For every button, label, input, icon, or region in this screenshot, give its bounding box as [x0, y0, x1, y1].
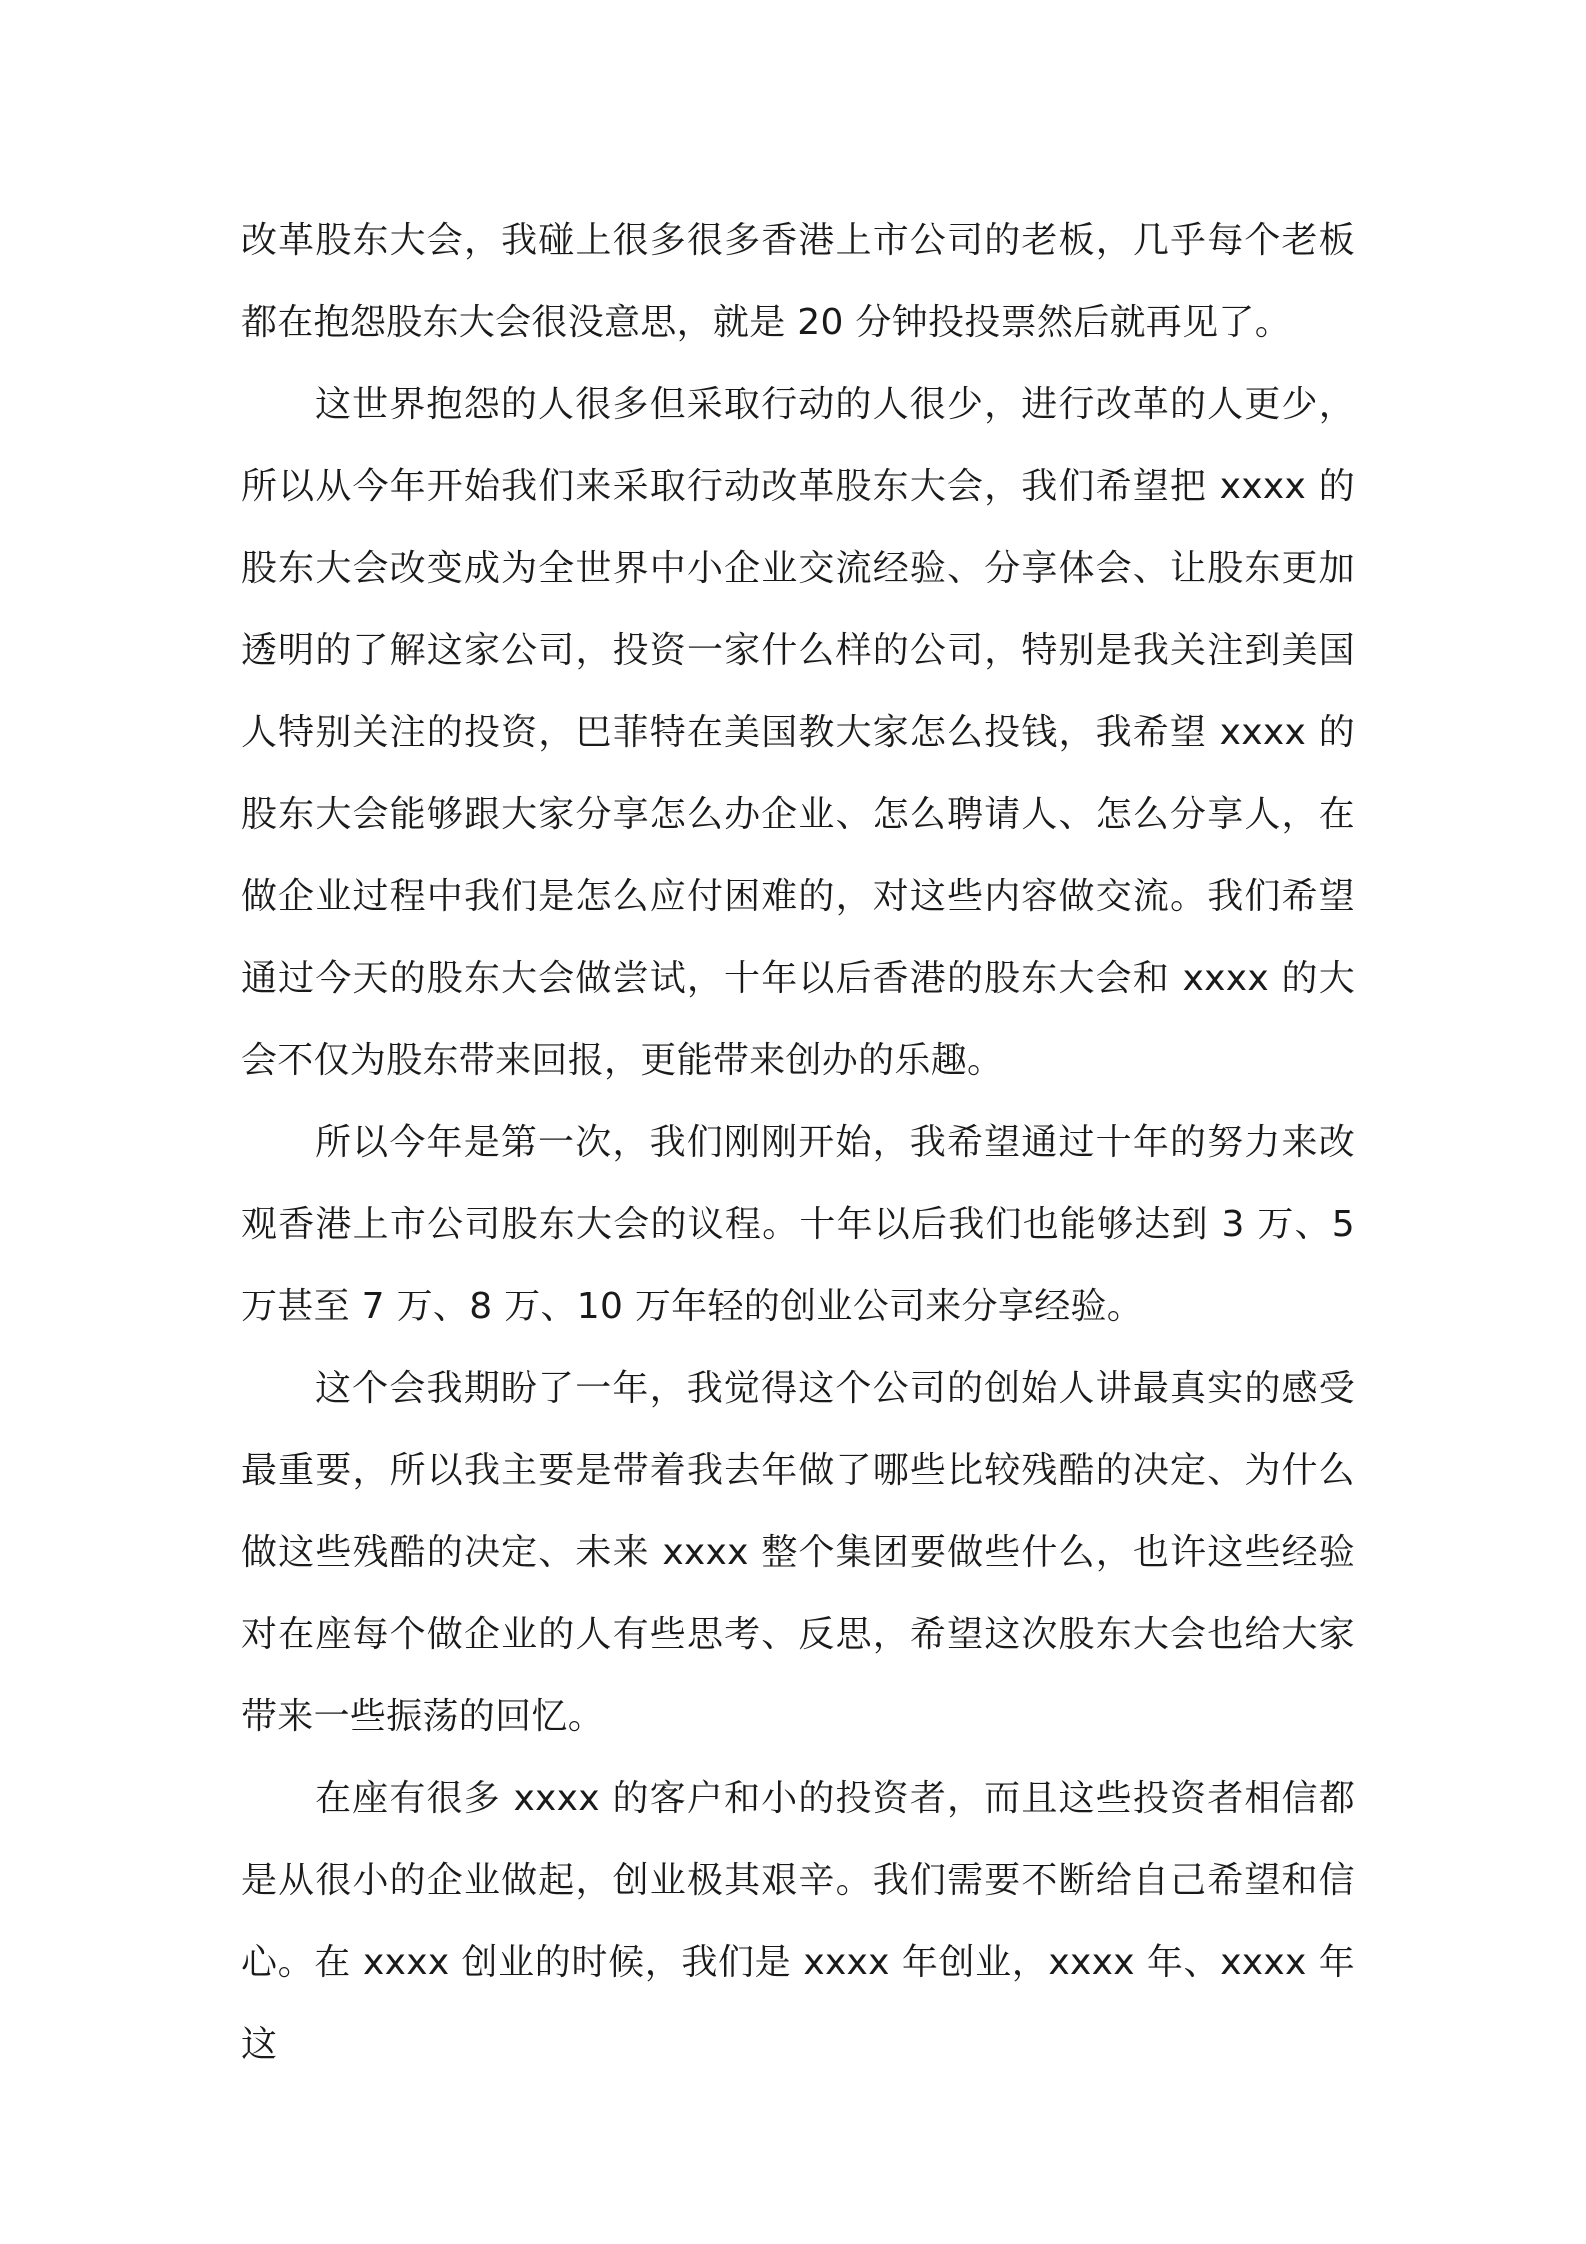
paragraph-3: 所以今年是第一次，我们刚刚开始，我希望通过十年的努力来改观香港上市公司股东大会的议程。十年以后我们也能够达到 3 万、5 万甚至 7 万、8 万、10 万年轻的创业公司来分享经验。	[241, 1122, 1355, 1327]
paragraph-4: 这个会我期盼了一年，我觉得这个公司的创始人讲最真实的感受最重要，所以我主要是带着我去年做了哪些比较残酷的决定、为什么做这些残酷的决定、未来 xxxx 整个集团要做些什么，也许这些经验对在座每个做企业的人有些思考、反思，希望这次股东大会也给大家带来一些振荡的回忆。	[241, 1368, 1355, 1737]
paragraph-2: 这世界抱怨的人很多但采取行动的人很少，进行改革的人更少，所以从今年开始我们来采取行动改革股东大会，我们希望把 xxxx 的股东大会改变成为全世界中小企业交流经验、分享体会、让股东更加透明的了解这家公司，投资一家什么样的公司，特别是我关注到美国人特别关注的投资，巴菲特在美国教大家怎么投钱，我希望 xxxx 的股东大会能够跟大家分享怎么办企业、怎么聘请人、怎么分享人，在做企业过程中我们是怎么应付困难的，对这些内容做交流。我们希望通过今天的股东大会做尝试，十年以后香港的股东大会和 xxxx 的大会不仅为股东带来回报，更能带来创办的乐趣。	[241, 384, 1355, 1081]
document-body	[241, 200, 1355, 2086]
paragraph-5: 在座有很多 xxxx 的客户和小的投资者，而且这些投资者相信都是从很小的企业做起，创业极其艰辛。我们需要不断给自己希望和信心。在 xxxx 创业的时候，我们是 xxxx 年创业，xxxx 年、xxxx 年这	[241, 1778, 1355, 2065]
paragraph-1: 改革股东大会，我碰上很多很多香港上市公司的老板，几乎每个老板都在抱怨股东大会很没意思，就是 20 分钟投投票然后就再见了。	[241, 220, 1355, 343]
